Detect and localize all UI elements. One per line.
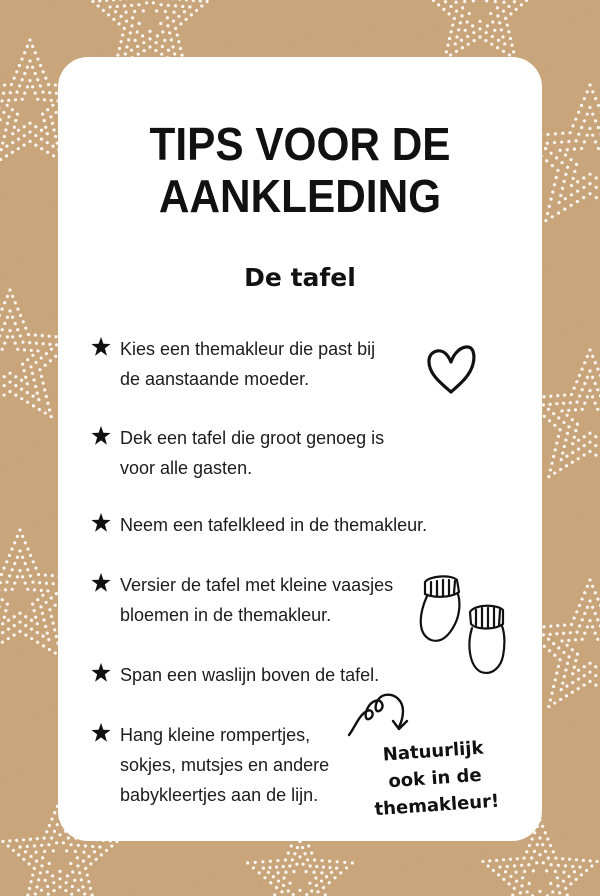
tip-line: voor alle gasten. (120, 458, 253, 478)
tip-line: Versier de tafel met kleine vaasjes (120, 575, 394, 595)
tip-item (90, 510, 427, 540)
section-subtitle: De tafel (244, 263, 356, 292)
heart-icon (424, 342, 478, 398)
tip-item (90, 570, 393, 630)
tip-item (90, 334, 375, 394)
page-title (24, 118, 576, 222)
note-line-1: Natuurlijk (382, 737, 485, 766)
tip-line: Kies een themakleur die past bij (120, 339, 376, 359)
dotted-star (421, 0, 538, 60)
note-line-3: themakleur! (373, 790, 500, 821)
tip-line: Dek een tafel die groot genoeg is (120, 428, 385, 448)
tip-line: Span een waslijn boven de tafel. (120, 665, 380, 685)
star-bullet-icon (90, 336, 112, 358)
star-bullet-icon (90, 722, 112, 744)
tip-line: de aanstaande moeder. (120, 369, 310, 389)
tip-item (90, 720, 329, 810)
baby-booties-icon (415, 570, 515, 680)
tip-item (90, 660, 379, 690)
tip-line: Hang kleine rompertjes, (120, 725, 311, 745)
tip-line: Neem een tafelkleed in de themakleur. (120, 515, 428, 535)
curly-arrow-icon (345, 685, 415, 745)
star-bullet-icon (90, 512, 112, 534)
tip-line: bloemen in de themakleur. (120, 605, 332, 625)
title-line-1: TIPS VOOR DE (149, 118, 451, 170)
tip-item (90, 423, 384, 483)
title-line-2: AANKLEDING (158, 170, 442, 222)
note-line-2: ook in de (387, 764, 483, 793)
star-bullet-icon (90, 425, 112, 447)
star-bullet-icon (90, 662, 112, 684)
tip-line: babykleertjes aan de lijn. (120, 785, 319, 805)
star-bullet-icon (90, 572, 112, 594)
tip-line: sokjes, mutsjes en andere (120, 755, 330, 775)
handwritten-note (352, 733, 517, 825)
